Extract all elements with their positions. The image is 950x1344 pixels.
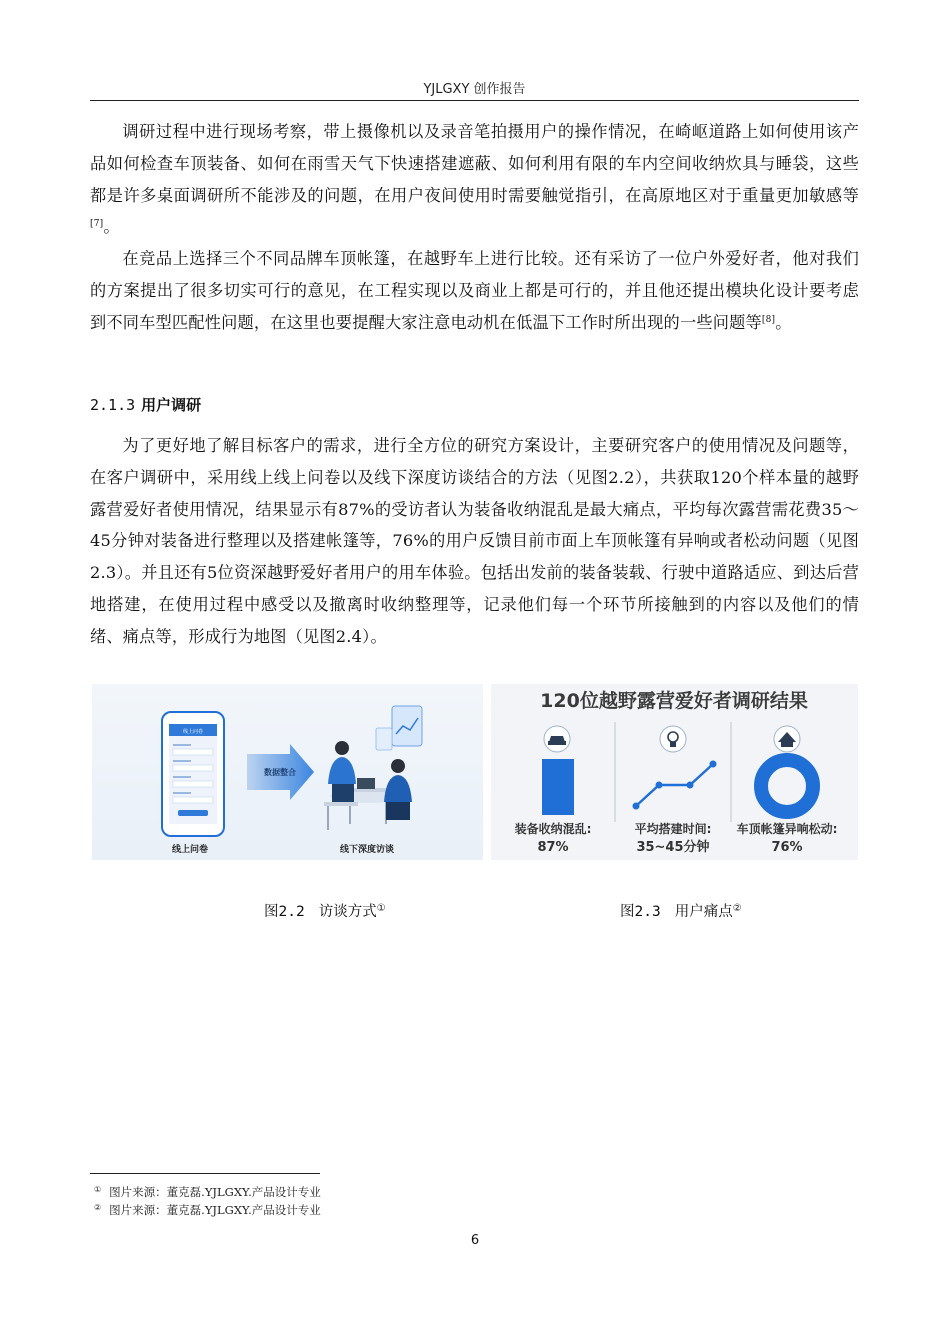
page-number: 6 xyxy=(470,1233,480,1248)
figure-infographic xyxy=(491,684,858,860)
footnote-text: 图片来源：董克磊.YJLGXY.产品设计专业 xyxy=(109,1185,321,1199)
citation-ref[interactable]: [7] xyxy=(90,219,104,230)
section-title: 用户调研 xyxy=(141,396,202,414)
caption-text: 用户痛点 xyxy=(674,904,733,920)
paragraph-text: 调研过程中进行现场考察，带上摄像机以及录音笔拍摄用户的操作情况，在崎岖道路上如何使用该产品如何检查车顶装备、如何在雨雪天气下快速搭建遮蔽、如何利用有限的车内空间收纳炊具与睡袋，这些都是许多桌面调研所不能涉及的问题，在用户夜间使用时需要触觉指引，在高原地区对于重量更加敏感等 xyxy=(90,122,859,205)
left-caption: 线上问卷 xyxy=(171,845,209,855)
section-number: 2.1.3 xyxy=(90,396,136,414)
citation-ref[interactable]: [8] xyxy=(761,314,776,325)
caption-text: 访谈方式 xyxy=(318,904,377,920)
footnote-2 xyxy=(94,1202,321,1218)
running-header: YJLGXY 创作报告 xyxy=(423,82,526,97)
figure-illustration xyxy=(92,684,483,860)
arrow-label: 数据整合 xyxy=(264,768,296,777)
section-heading xyxy=(90,394,201,415)
phone-title: 线上问卷 xyxy=(182,729,204,735)
right-caption: 线下深度访谈 xyxy=(339,845,395,855)
paragraph-competitors xyxy=(90,243,859,338)
figure-pain-points xyxy=(491,684,858,860)
trend-line xyxy=(636,764,713,806)
paragraph-user-research: 为了更好地了解目标客户的需求，进行全方位的研究方案设计，主要研究客户的使用情况及问题等，在客户调研中，采用线上线上问卷以及线下深度访谈结合的方法（见图2.2），共获取120个样本量的越野露营爱好者使用情况，结果显示有87%的受访者认为装备收纳混乱是最大痛点，平均每次露营需花费35～45分钟对装备进行整理以及搭建帐篷等，76%的用户反馈目前市面上车顶帐篷有异响或者松动问题（见图2.3）。并且还有5位资深越野爱好者用户的用车体验。包括出发前的装备装载、行驶中道路适应、到达后营地搭建，在使用过程中感受以及撤离时收纳整理等，记录他们每一个环节所接触到的内容以及他们的情绪、痛点等，形成行为地图（见图2.4）。 xyxy=(90,436,859,646)
footnote-mark: ② xyxy=(94,1203,102,1212)
stat-label-2: 平均搭建时间: xyxy=(634,822,712,836)
caption-footnote-mark[interactable]: ② xyxy=(732,903,742,914)
stat-label-3: 车顶帐篷异响松动: xyxy=(736,822,838,836)
caption-number: 图2.3 xyxy=(620,904,661,920)
stat-label-1: 装备收纳混乱: xyxy=(514,822,592,836)
bar-87 xyxy=(542,759,574,815)
paragraph-field-research xyxy=(90,116,859,243)
paragraph-end: 。 xyxy=(103,217,120,237)
caption-number: 图2.2 xyxy=(264,904,305,920)
footnote-text: 图片来源：董克磊.YJLGXY.产品设计专业 xyxy=(109,1203,321,1217)
stat-value-2: 35~45分钟 xyxy=(636,840,710,855)
stat-value-3: 76% xyxy=(771,840,803,855)
interview-scene-icon xyxy=(324,706,422,830)
footnote-rule xyxy=(90,1173,320,1174)
footnote-mark: ① xyxy=(94,1185,102,1194)
caption-fig-2-2 xyxy=(264,900,386,921)
paragraph-end: 。 xyxy=(775,312,792,332)
figure-interview-methods xyxy=(92,684,483,860)
infographic-title: 120位越野露营爱好者调研结果 xyxy=(540,690,808,712)
caption-fig-2-3 xyxy=(620,900,742,921)
stat-value-1: 87% xyxy=(537,840,569,855)
header-rule xyxy=(90,100,859,101)
caption-footnote-mark[interactable]: ① xyxy=(376,903,386,914)
footnote-1 xyxy=(94,1184,321,1200)
lightbulb-icon xyxy=(660,726,686,752)
paragraph-text: 在竞品上选择三个不同品牌车顶帐篷，在越野车上进行比较。还有采访了一位户外爱好者，他对我们的方案提出了很多切实可行的意见，在工程实现以及商业上都是可行的，并且他还提出模块化设计要考虑到不同车型匹配性问题，在这里也要提醒大家注意电动机在低温下工作时所出现的一些问题等 xyxy=(90,249,859,332)
